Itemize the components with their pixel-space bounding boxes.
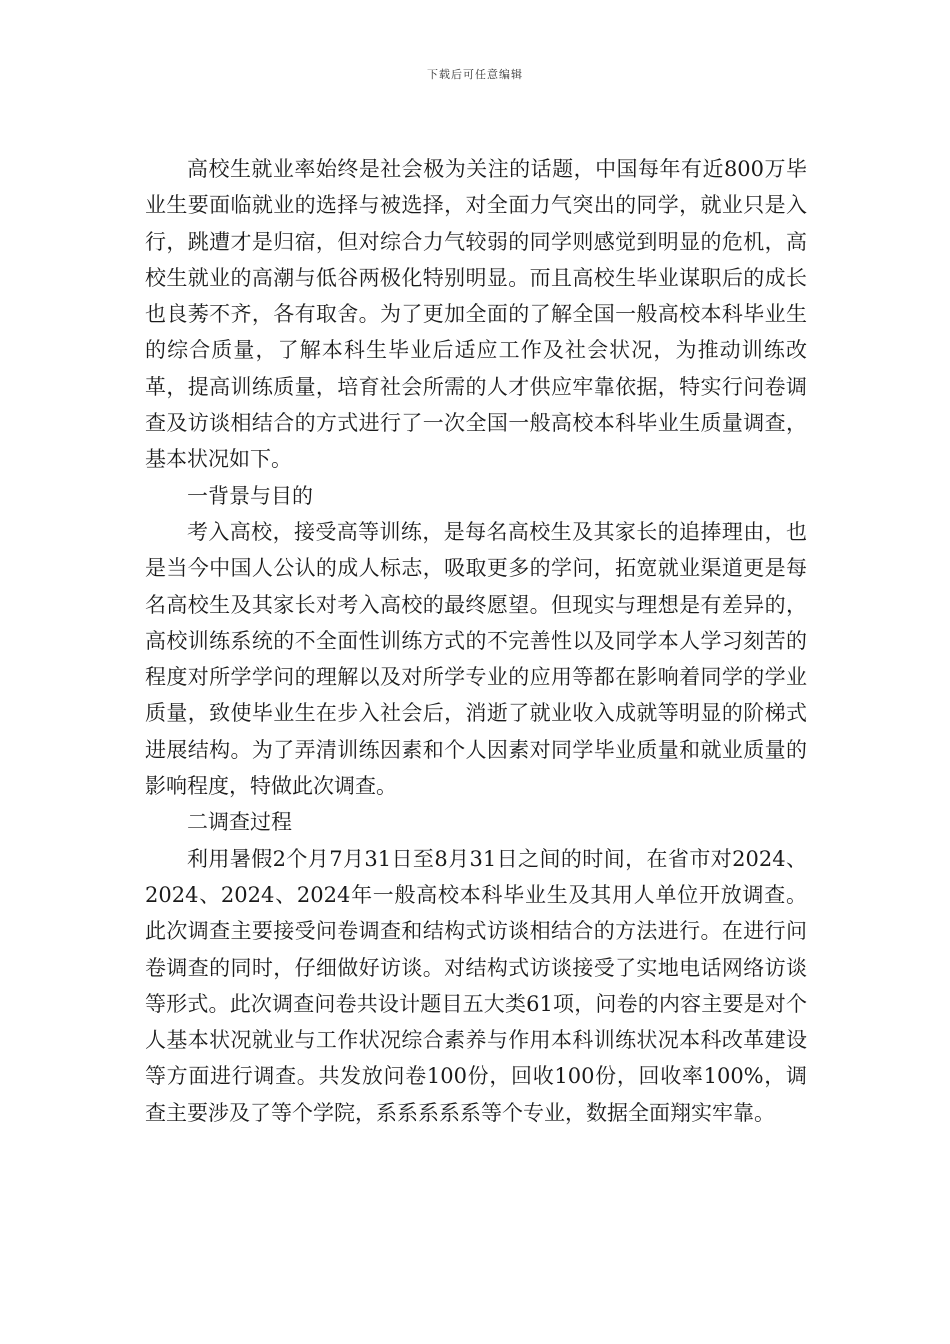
section-heading-background: 一背景与目的 [187,483,313,508]
page-header: 下载后可任意编辑 [427,68,523,81]
process-paragraph: 利用暑假2个月7月31日至8月31日之间的时间，在省市对2024、2024、2024、2024年一般高校本科毕业生及其用人单位开放调查。此次调查主要接受问卷调查和结构式访谈相结合的方法进行。在进行问卷调查的同时，仔细做好访谈。对结构式访谈接受了实地电话网络访谈等形式。此次调查问卷共设计题目五大类61项，问卷的内容主要是对个人基本状况就业与工作状况综合素养与作用本科训练状况本科改革建设等方面进行调查。共发放问卷100份，回收100份，回收率100%，调查主要涉及了等个学院，系系系系系等个专业，数据全面翔实牢靠。 [145,846,807,1125]
intro-paragraph: 高校生就业率始终是社会极为关注的话题，中国每年有近800万毕业生要面临就业的选择与被选择，对全面力气突出的同学，就业只是入行，跳遭才是归宿，但对综合力气较弱的同学则感觉到明显的危机，高校生就业的高潮与低谷两极化特别明显。而且高校生毕业谋职后的成长也良莠不齐，各有取舍。为了更加全面的了解全国一般高校本科毕业生的综合质量，了解本科生毕业后适应工作及社会状况，为推动训练改革，提高训练质量，培育社会所需的人才供应牢靠依据，特实行问卷调查及访谈相结合的方式进行了一次全国一般高校本科毕业生质量调查，基本状况如下。 [145,157,807,472]
section-heading-process: 二调查过程 [187,810,292,835]
document-body [145,151,807,1131]
background-paragraph: 考入高校，接受高等训练，是每名高校生及其家长的追捧理由，也是当今中国人公认的成人标志，吸取更多的学问，拓宽就业渠道更是每名高校生及其家长对考入高校的最终愿望。但现实与理想是有差异的，高校训练系统的不全面性训练方式的不完善性以及同学本人学习刻苦的程度对所学学问的理解以及对所学专业的应用等都在影响着同学的学业质量，致使毕业生在步入社会后，消逝了就业收入成就等明显的阶梯式进展结构。为了弄清训练因素和个人因素对同学毕业质量和就业质量的影响程度，特做此次调查。 [145,519,807,799]
